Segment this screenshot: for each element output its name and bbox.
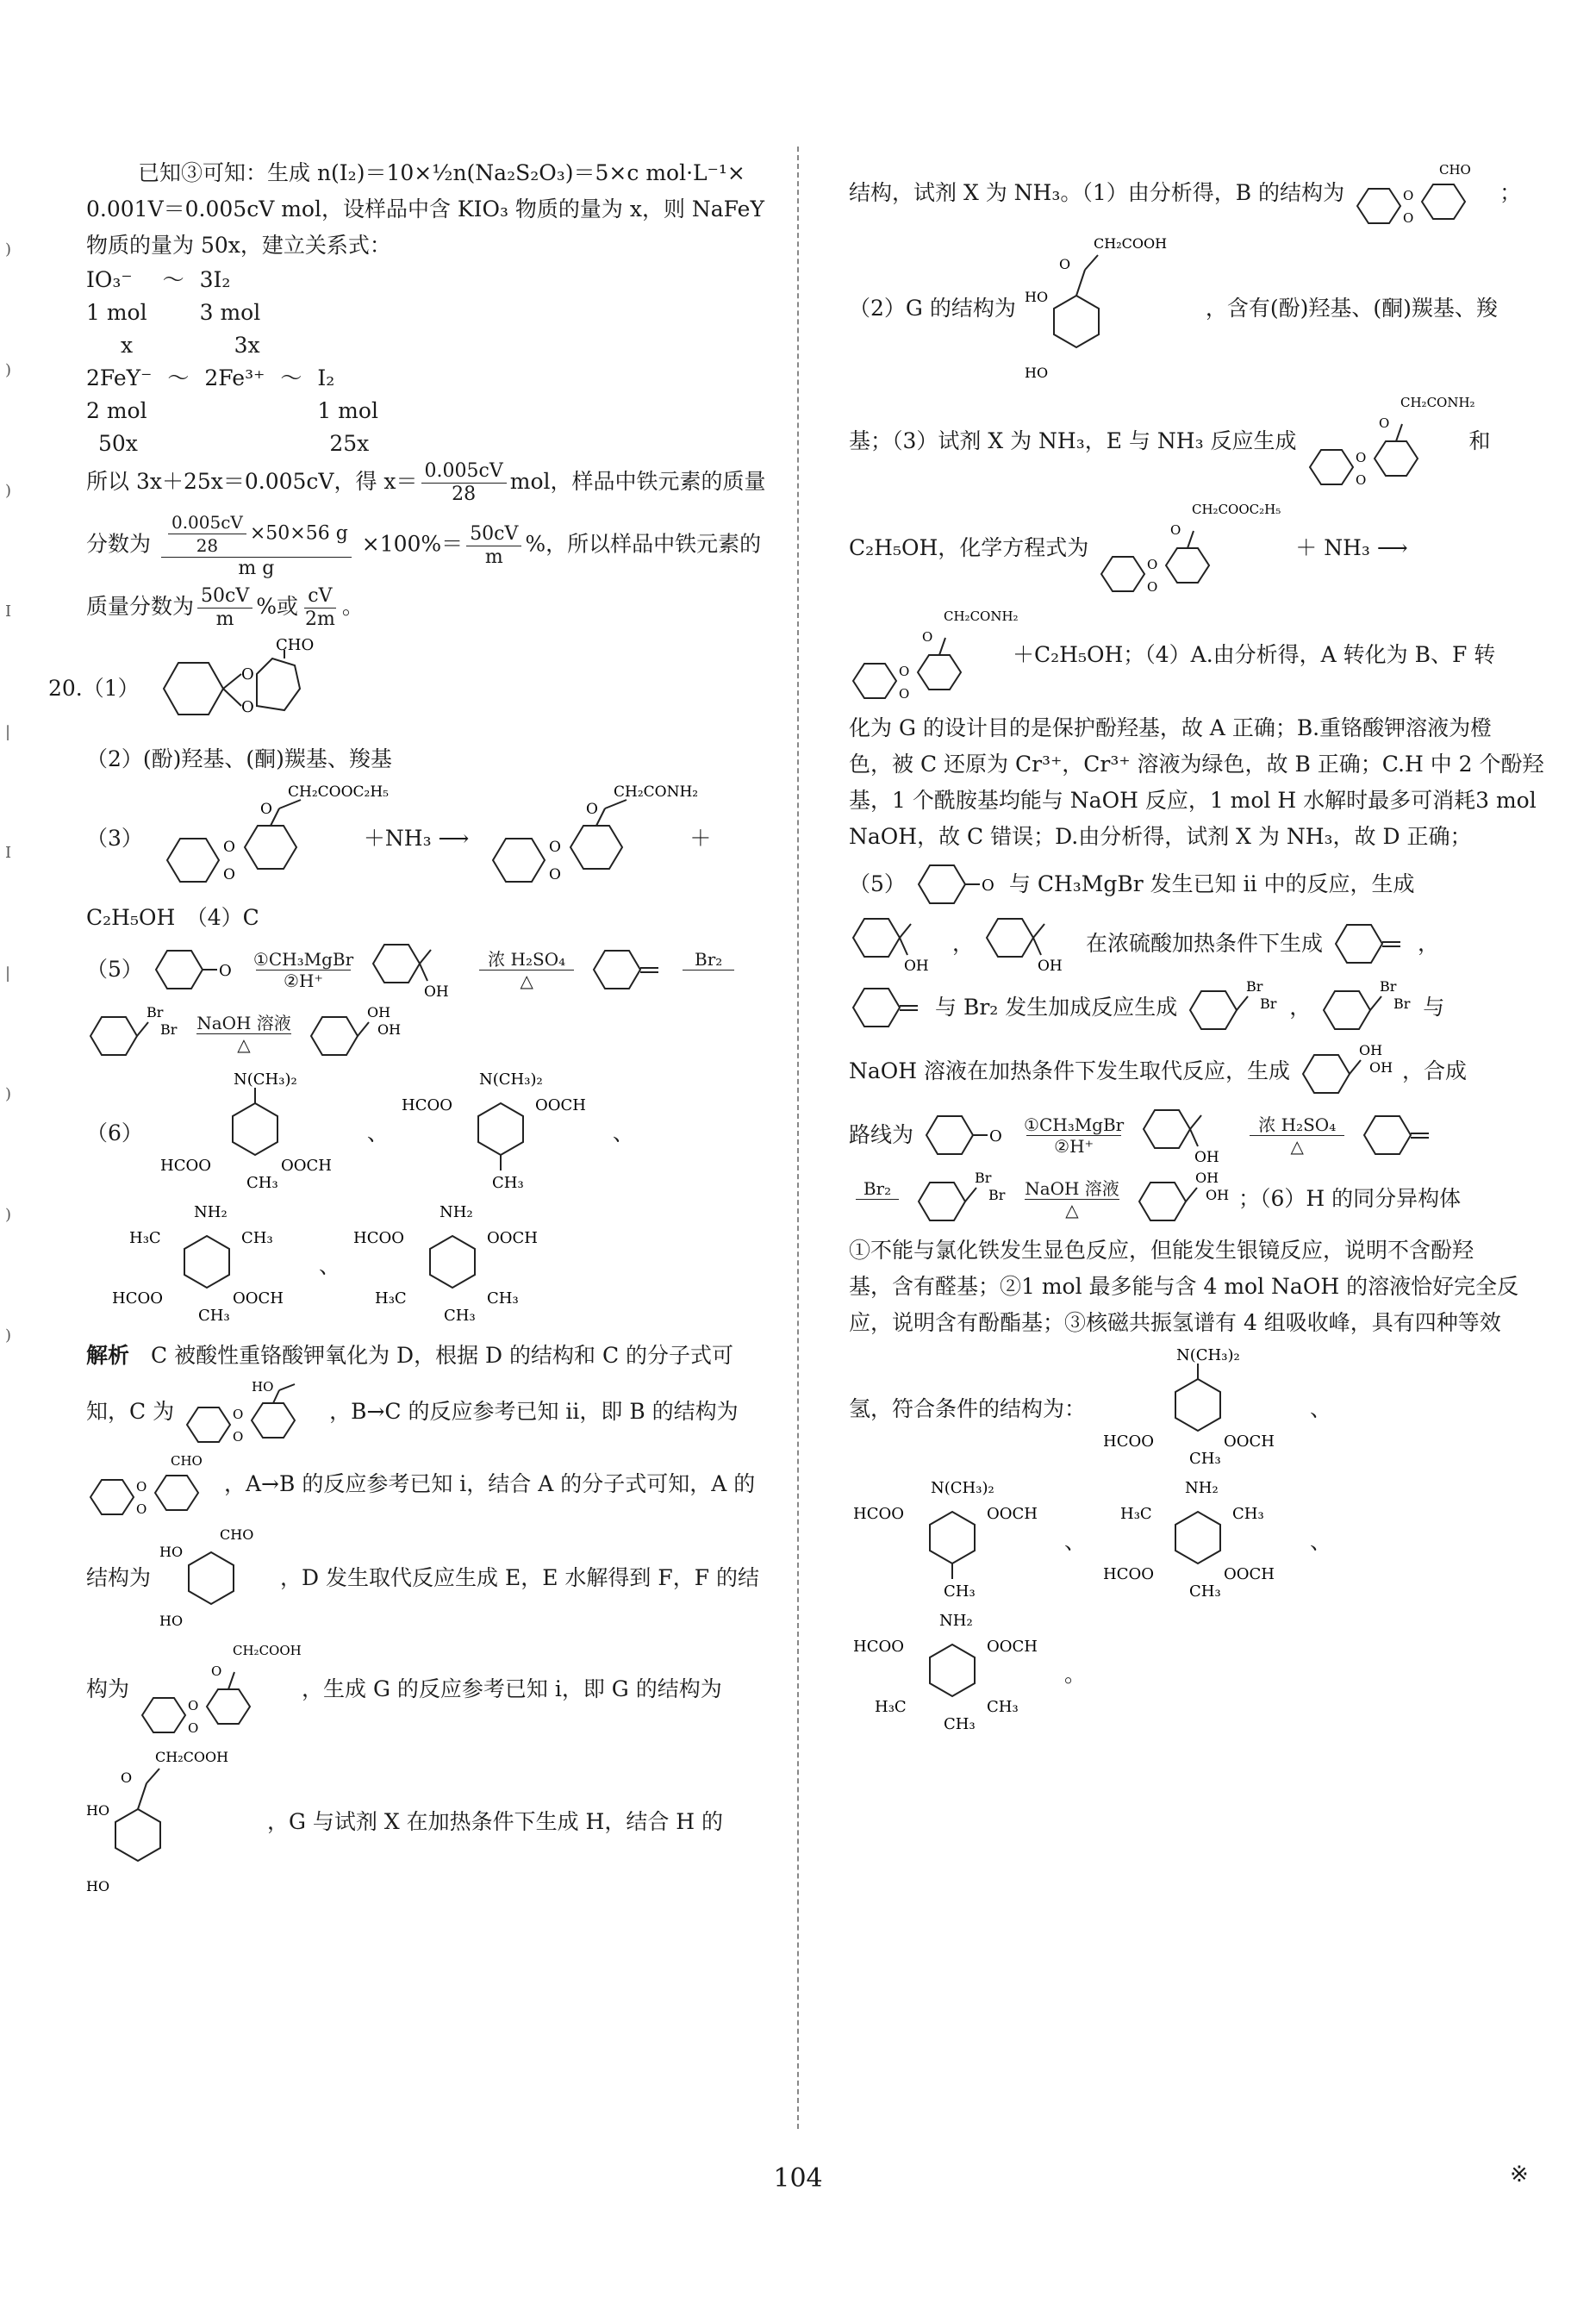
- text-line: 0.001V＝0.005cV mol，设样品中含 KIO₃ 物质的量为 x，则 NaFeY: [86, 197, 764, 222]
- svg-text:OH: OH: [1194, 1149, 1220, 1166]
- methylcyclohexanol-structure: [1139, 1105, 1234, 1165]
- svg-text:HCOO: HCOO: [1103, 1565, 1154, 1583]
- answer-20-6-cont: NH₂ H₃C CH₃ HCOO OOCH CH₃ 、 NH₂ HCOO OOCH H₃C CH₃ CH₃: [86, 1201, 767, 1331]
- answer-20-5: （5） O ①CH₃MgBr ②H⁺ OH 浓 H₂SO₄ △ Br₂: [86, 939, 767, 1000]
- svg-text:CHO: CHO: [171, 1453, 203, 1469]
- text-line: NaOH，故 C 错误；D.由分析得，试剂 X 为 NH₃，故 D 正确；: [849, 824, 1472, 849]
- dibromide-structure: [1186, 977, 1281, 1038]
- column-divider: [797, 147, 799, 2129]
- svg-text:OOCH: OOCH: [534, 1096, 586, 1114]
- svg-text:H₃C: H₃C: [129, 1229, 161, 1247]
- svg-text:OH: OH: [377, 1021, 402, 1038]
- diol-structure: [1135, 1169, 1230, 1229]
- svg-text:O: O: [136, 1501, 147, 1517]
- compound-h-structure: [1306, 390, 1475, 493]
- svg-text:O: O: [981, 877, 994, 895]
- methylenecyclohexane-structure: [589, 944, 667, 995]
- svg-text:Br: Br: [988, 1187, 1006, 1203]
- svg-text:O: O: [136, 1479, 147, 1495]
- compound-g-structure: [1025, 231, 1197, 386]
- svg-text:O: O: [989, 1127, 1002, 1145]
- svg-text:Br: Br: [1380, 978, 1397, 995]
- reaction-arrow: NaOH 溶液 △: [1025, 1177, 1119, 1220]
- svg-text:O: O: [211, 1663, 222, 1679]
- svg-text:O: O: [922, 629, 933, 645]
- dibromide-structure: [86, 1003, 181, 1064]
- svg-text:OOCH: OOCH: [280, 1157, 332, 1175]
- text-line: 基，含有醛基；②1 mol 最多能与含 4 mol NaOH 的溶液恰好完全反: [849, 1274, 1519, 1299]
- svg-text:CH₃: CH₃: [444, 1307, 476, 1325]
- svg-text:O: O: [218, 962, 232, 980]
- reaction-arrow: NaOH 溶液 △: [196, 1012, 291, 1055]
- spiro-benzaldehyde-structure: [155, 636, 319, 736]
- isomer-structure-2: [397, 1069, 604, 1198]
- compound-b-structure: [86, 1450, 215, 1519]
- reaction-arrow: 浓 H₂SO₄ △: [479, 949, 574, 991]
- svg-text:H₃C: H₃C: [1120, 1505, 1152, 1523]
- svg-text:HCOO: HCOO: [1103, 1432, 1154, 1451]
- svg-text:CH₃: CH₃: [944, 1715, 976, 1733]
- analysis-line: O O CHO ，A→B 的反应参考已知 i，结合 A 的分子式可知，A 的: [86, 1450, 767, 1519]
- analysis-line: CH₂COOH O HO HO ，G 与试剂 X 在加热条件下生成 H，结合 H 的: [86, 1744, 767, 1900]
- text-line: Br₂ Br Br NaOH 溶液 △ OH OH ；（6）H 的同分异构体: [849, 1169, 1538, 1229]
- text-line: 已知③可知：生成 n(I₂)＝10×½n(Na₂S₂O₃)＝5×c mol·L⁻¹×: [138, 160, 745, 185]
- svg-text:OH: OH: [1369, 1059, 1393, 1076]
- methylenecyclohexane-structure: [1331, 918, 1409, 970]
- methylcyclohexanol-structure: [369, 939, 464, 1000]
- star-mark: ※: [1510, 2162, 1529, 2188]
- diol-structure: [307, 1003, 402, 1064]
- svg-text:O: O: [240, 698, 254, 716]
- svg-text:OH: OH: [424, 983, 449, 1001]
- svg-text:HCOO: HCOO: [401, 1096, 452, 1114]
- svg-text:OOCH: OOCH: [987, 1505, 1038, 1523]
- svg-text:N(CH₃)₂: N(CH₃)₂: [1176, 1346, 1240, 1364]
- text-line: C₂H₅OH （4）C: [86, 905, 259, 930]
- svg-text:Br: Br: [1393, 995, 1411, 1012]
- page-number: 104: [773, 2163, 823, 2194]
- svg-text:O: O: [188, 1720, 199, 1736]
- compound-a-structure: [159, 1522, 271, 1634]
- relation-table-2: 2FeY⁻ ～ 2Fe³⁺ ～ I₂ 2 mol 1 mol 50x 25x: [86, 365, 378, 456]
- svg-text:O: O: [233, 1429, 244, 1445]
- svg-text:CH₃: CH₃: [198, 1307, 230, 1325]
- svg-text:HO: HO: [86, 1802, 110, 1819]
- svg-text:Br: Br: [1246, 978, 1263, 995]
- svg-text:O: O: [222, 839, 235, 856]
- text-line: 氢，符合条件的结构为： N(CH₃)₂ HCOO OOCH CH₃ 、: [849, 1345, 1538, 1474]
- answer-20-2: （2）(酚)羟基、(酮)羰基、羧基: [86, 746, 392, 771]
- svg-text:NH₂: NH₂: [440, 1203, 473, 1221]
- svg-text:HCOO: HCOO: [112, 1289, 163, 1308]
- compound-g-structure: [86, 1744, 259, 1900]
- text-line: 化为 G 的设计目的是保护酚羟基，故 A 正确；B.重铬酸钾溶液为橙: [849, 715, 1493, 740]
- text-line: OH ， OH 在浓硫酸加热条件下生成 ，: [849, 914, 1538, 974]
- text-line: N(CH₃)₂ HCOO OOCH CH₃ 、 NH₂ H₃C CH₃ HCOO OOCH CH₃ 、: [849, 1477, 1538, 1607]
- svg-text:O: O: [1378, 415, 1389, 431]
- answer-20-6: （6） N(CH₃)₂ HCOO OOCH CH₃ 、 N(CH₃)₂ HCOO OOCH CH₃ 、: [86, 1069, 767, 1198]
- svg-text:O: O: [233, 1407, 244, 1422]
- diol-structure: [1299, 1041, 1393, 1102]
- svg-text:CHO: CHO: [220, 1526, 254, 1543]
- svg-text:O: O: [1403, 188, 1414, 203]
- text-line: 基；（3）试剂 X 为 NH₃，E 与 NH₃ 反应生成 O O O CH₂CONH₂ 和: [849, 390, 1538, 493]
- svg-text:CH₂COOH: CH₂COOH: [233, 1643, 302, 1658]
- svg-text:Br: Br: [1260, 995, 1277, 1012]
- reaction-arrow: Br₂: [683, 949, 734, 991]
- compound-f-structure: [138, 1638, 302, 1741]
- text-line: 质量分数为 $\frac{50cV}{m}$ %或 $\frac{cV}{2m}$ 。: [86, 585, 364, 630]
- svg-text:OOCH: OOCH: [487, 1229, 538, 1247]
- cyclohexanone-structure: [914, 858, 1001, 910]
- svg-text:O: O: [1147, 579, 1158, 595]
- svg-text:OH: OH: [904, 958, 929, 975]
- svg-text:CH₂COOC₂H₅: CH₂COOC₂H₅: [287, 783, 389, 801]
- svg-text:O: O: [1147, 557, 1158, 572]
- svg-text:HO: HO: [159, 1613, 184, 1629]
- analysis-line: 结构为 CHO HO HO ，D 发生取代反应生成 E，E 水解得到 F，F 的结: [86, 1522, 767, 1634]
- svg-text:O: O: [1170, 522, 1181, 538]
- svg-text:HCOO: HCOO: [353, 1229, 404, 1247]
- svg-text:N(CH₃)₂: N(CH₃)₂: [233, 1070, 297, 1089]
- relation-table-1: IO₃⁻ ～ 3I₂ 1 mol 3 mol x 3x: [86, 267, 261, 358]
- cyclohexanone-structure: [152, 944, 238, 995]
- margin-marks: ) ) ) I | I | ) ) ): [5, 240, 12, 1345]
- isomer-structure-3: [1094, 1477, 1301, 1607]
- reaction-arrow: ①CH₃MgBr ②H⁺: [1024, 1114, 1125, 1157]
- isomer-structure-1: [1094, 1345, 1301, 1474]
- compound-e-structure: [1097, 496, 1287, 600]
- svg-text:O: O: [222, 866, 235, 883]
- text-line: 分数为 $\frac{0.005cV}{28}$ ×50×56 g m g ×100%＝ $\frac{50cV}{m}$ %，所以样品中铁元素的: [86, 512, 762, 579]
- svg-text:CH₃: CH₃: [944, 1582, 976, 1601]
- svg-text:OOCH: OOCH: [233, 1289, 284, 1308]
- svg-text:NH₂: NH₂: [939, 1612, 973, 1630]
- svg-text:O: O: [899, 664, 910, 679]
- text-line: ①不能与氯化铁发生显色反应，但能发生银镜反应，说明不含酚羟: [849, 1238, 1474, 1263]
- svg-text:N(CH₃)₂: N(CH₃)₂: [931, 1479, 994, 1497]
- cyclohexanone-structure: [922, 1109, 1008, 1161]
- svg-text:CH₂COOH: CH₂COOH: [1093, 235, 1167, 252]
- answer-20-5-cont: [86, 1003, 767, 1064]
- svg-text:HO: HO: [252, 1379, 274, 1395]
- svg-text:H₃C: H₃C: [875, 1698, 907, 1716]
- svg-text:CHO: CHO: [275, 636, 314, 654]
- svg-text:HO: HO: [86, 1878, 110, 1894]
- svg-text:O: O: [188, 1698, 199, 1713]
- methylenecyclohexane-structure: [849, 982, 926, 1033]
- analysis-line: 知，C 为 O O HO ，B→C 的反应参考已知 ii，即 B 的结构为: [86, 1379, 739, 1445]
- svg-text:H₃C: H₃C: [375, 1289, 407, 1308]
- svg-text:NH₂: NH₂: [1185, 1479, 1219, 1497]
- text-line: （5） O 与 CH₃MgBr 发生已知 ii 中的反应，生成: [849, 858, 1538, 910]
- compound-b-structure: [1353, 159, 1491, 228]
- text-line: 物质的量为 50x，建立关系式：: [86, 233, 391, 258]
- svg-text:OH: OH: [1038, 958, 1063, 975]
- text-line: 基，1 个酰胺基均能与 NaOH 反应，1 mol H 水解时最多可消耗3 mol: [849, 788, 1537, 813]
- svg-text:CH₃: CH₃: [241, 1229, 273, 1247]
- svg-text:O: O: [259, 801, 272, 818]
- isomer-structure-1: [152, 1069, 358, 1198]
- svg-text:HO: HO: [159, 1544, 184, 1560]
- svg-text:CH₃: CH₃: [987, 1698, 1019, 1716]
- methylcyclohexanol-structure: [849, 914, 944, 974]
- svg-text:Br: Br: [160, 1021, 178, 1038]
- text-line: C₂H₅OH，化学方程式为 O O O CH₂COOC₂H₅ ＋ NH₃ ⟶: [849, 496, 1538, 600]
- svg-text:Br: Br: [975, 1170, 992, 1186]
- svg-text:CH₂CONH₂: CH₂CONH₂: [614, 783, 699, 801]
- svg-text:CHO: CHO: [1439, 162, 1471, 178]
- analysis-line: 构为 O O O CH₂COOH ，生成 G 的反应参考已知 i，即 G 的结构为: [86, 1638, 767, 1741]
- svg-text:NH₂: NH₂: [194, 1203, 228, 1221]
- svg-text:CH₂CONH₂: CH₂CONH₂: [944, 609, 1019, 624]
- svg-text:HCOO: HCOO: [853, 1638, 904, 1656]
- left-column: [48, 155, 767, 1903]
- analysis-line: 解析 C 被酸性重铬酸钾氧化为 D，根据 D 的结构和 C 的分子式可: [86, 1343, 734, 1368]
- svg-text:HCOO: HCOO: [853, 1505, 904, 1523]
- svg-text:O: O: [1403, 210, 1414, 226]
- svg-text:CH₂CONH₂: CH₂CONH₂: [1400, 395, 1475, 410]
- text-line: 结构，试剂 X 为 NH₃。（1）由分析得，B 的结构为 O O CHO ；: [849, 159, 1538, 228]
- dibromide-structure: [914, 1169, 1009, 1229]
- reaction-arrow: 浓 H₂SO₄ △: [1250, 1114, 1344, 1157]
- isomer-structure-4: [349, 1201, 556, 1331]
- compound-h-structure: [849, 603, 1019, 707]
- svg-text:HO: HO: [1024, 289, 1048, 305]
- text-line: O O O CH₂CONH₂ ＋C₂H₅OH；（4）A.由分析得，A 转化为 B、F 转: [849, 603, 1538, 707]
- svg-text:CH₃: CH₃: [1189, 1450, 1221, 1468]
- text-line: NaOH 溶液在加热条件下发生取代反应，生成 OH OH ，合成: [849, 1041, 1538, 1102]
- svg-text:CH₃: CH₃: [487, 1289, 519, 1308]
- svg-text:OOCH: OOCH: [1224, 1432, 1275, 1451]
- svg-text:Br: Br: [147, 1004, 164, 1020]
- text-line: 所以 3x＋25x＝0.005cV，得 x＝ $\frac{0.005cV}{28}$ mol，样品中铁元素的质量: [86, 460, 766, 505]
- isomer-structure-3: [103, 1201, 310, 1331]
- svg-text:CH₃: CH₃: [246, 1174, 278, 1192]
- svg-text:HCOO: HCOO: [159, 1157, 211, 1175]
- compound-c-structure: [183, 1377, 321, 1446]
- svg-text:CH₂COOC₂H₅: CH₂COOC₂H₅: [1192, 502, 1281, 517]
- svg-text:CH₃: CH₃: [1189, 1582, 1221, 1601]
- svg-text:O: O: [1355, 450, 1366, 465]
- amide-structure: [484, 783, 699, 895]
- svg-text:N(CH₃)₂: N(CH₃)₂: [478, 1070, 543, 1089]
- answer-20-1: 20.（1） O O CHO: [48, 640, 767, 738]
- isomer-structure-4: [849, 1610, 1056, 1739]
- svg-text:OH: OH: [1195, 1170, 1219, 1186]
- svg-text:OH: OH: [367, 1004, 391, 1020]
- methylcyclohexanol-structure: [982, 914, 1077, 974]
- isomer-structure-2: [849, 1477, 1056, 1607]
- methylenecyclohexane-structure: [1360, 1109, 1437, 1161]
- svg-text:O: O: [549, 866, 562, 883]
- svg-text:OOCH: OOCH: [1224, 1565, 1275, 1583]
- svg-text:OOCH: OOCH: [987, 1638, 1038, 1656]
- dibromide-structure: [1319, 977, 1414, 1038]
- text-line: 色，被 C 还原为 Cr³⁺，Cr³⁺ 溶液为绿色，故 B 正确；C.H 中 2 个酚羟: [849, 752, 1544, 777]
- svg-text:O: O: [1058, 256, 1070, 272]
- reaction-arrow: Br₂: [856, 1178, 899, 1220]
- svg-text:O: O: [240, 665, 254, 683]
- answer-20-3: （3） O O O CH₂COOC₂H₅ ＋NH₃ ⟶ O O O CH₂CONH₂ ＋: [86, 781, 767, 896]
- svg-text:O: O: [586, 801, 599, 818]
- right-column: [849, 155, 1544, 1743]
- svg-text:OH: OH: [1206, 1187, 1230, 1203]
- svg-text:O: O: [121, 1769, 133, 1786]
- text-line: 路线为 O ①CH₃MgBr ②H⁺ OH 浓 H₂SO₄ △: [849, 1105, 1538, 1165]
- svg-text:CH₂COOH: CH₂COOH: [155, 1749, 229, 1765]
- svg-text:OH: OH: [1359, 1042, 1383, 1058]
- svg-text:CH₃: CH₃: [1232, 1505, 1264, 1523]
- text-line: （2）G 的结构为 CH₂COOH O HO HO ，含有(酚)羟基、(酮)羰基、羧: [849, 231, 1538, 386]
- svg-text:CH₃: CH₃: [491, 1174, 524, 1192]
- text-line: 应，说明含有酚酯基；③核磁共振氢谱有 4 组吸收峰，具有四种等效: [849, 1310, 1501, 1335]
- svg-text:O: O: [549, 839, 562, 856]
- ester-structure: [159, 783, 389, 895]
- reaction-arrow: ①CH₃MgBr ②H⁺: [252, 948, 354, 991]
- text-line: 与 Br₂ 发生加成反应生成 Br Br ， Br Br 与: [849, 977, 1538, 1038]
- svg-text:O: O: [1355, 472, 1366, 488]
- svg-text:O: O: [899, 686, 910, 702]
- svg-text:HO: HO: [1024, 365, 1048, 381]
- text-line: NH₂ HCOO OOCH H₃C CH₃ CH₃ 。: [849, 1610, 1538, 1739]
